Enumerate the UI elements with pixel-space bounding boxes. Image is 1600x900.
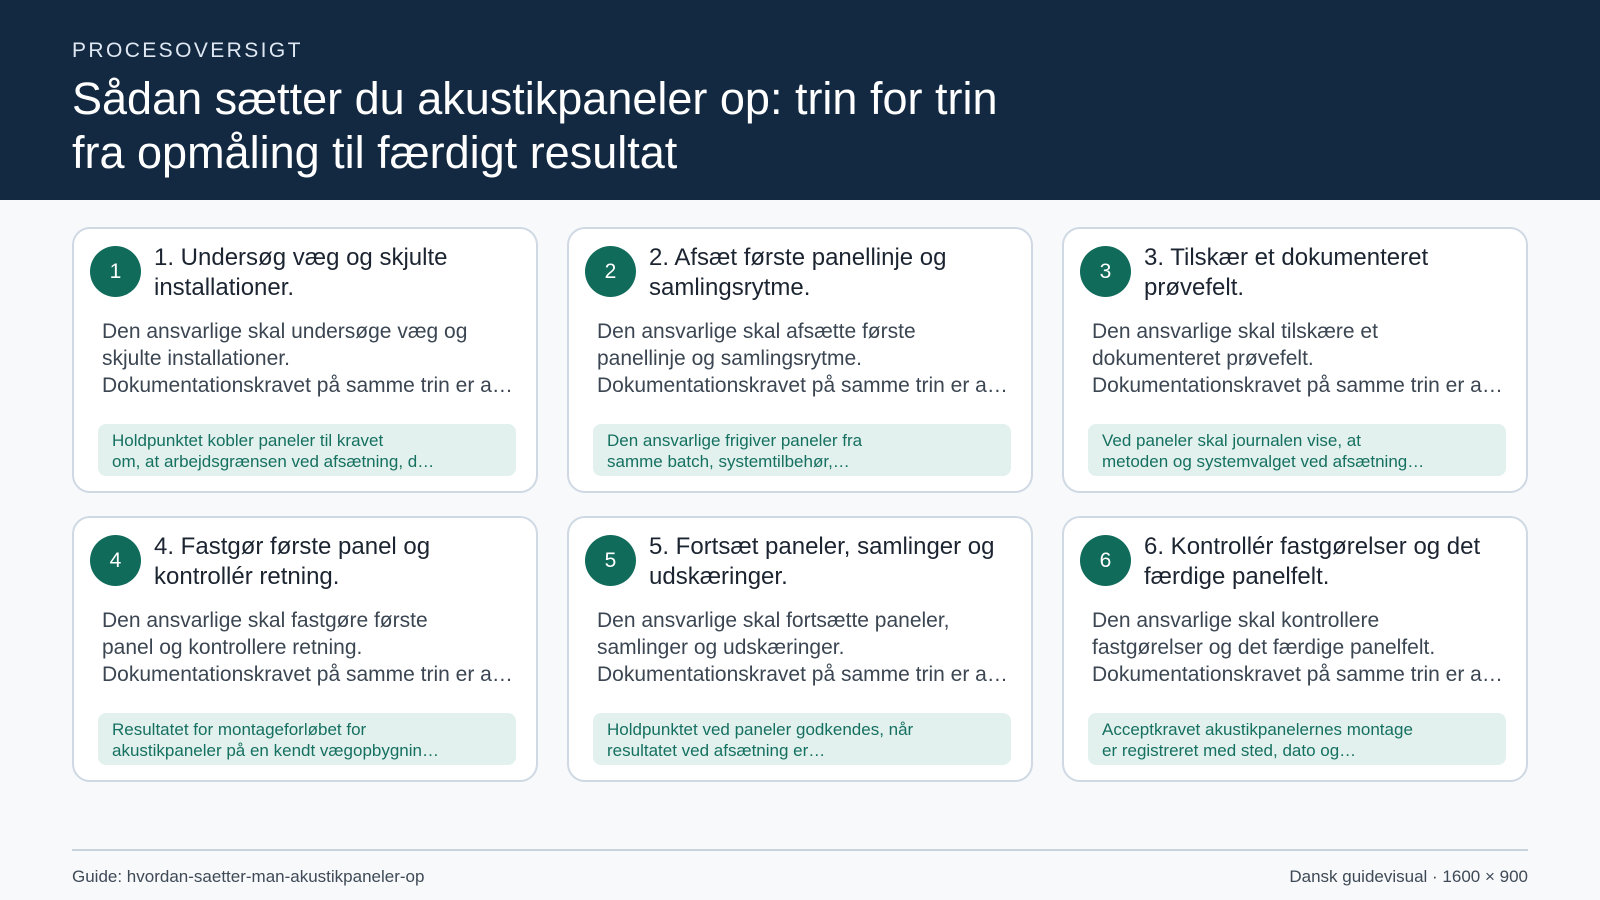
step-number-badge: 3 [1080,246,1131,297]
page-title: Sådan sætter du akustikpaneler op: trin for trin fra opmåling til færdigt resultat [72,73,998,178]
step-description-line: Dokumentationskravet på samme trin er a… [1092,374,1503,397]
step-card-3 [1062,227,1528,493]
step-description-line: skjulte installationer. [102,347,290,370]
step-title: 1. Undersøg væg og skjulte installationer. [154,244,448,301]
step-title: 5. Fortsæt paneler, samlinger og udskæringer. [649,533,995,590]
step-note [98,424,516,476]
step-description [102,318,532,399]
step-description-line: fastgørelser og det færdige panelfelt. [1092,636,1436,659]
header-banner [0,0,1600,200]
step-note-line: metoden og systemvalget ved afsætning… [1102,452,1425,471]
step-card-6 [1062,516,1528,782]
step-card-5 [567,516,1033,782]
step-note-line: akustikpaneler på en kendt vægopbygnin… [112,741,439,760]
step-description-line: Den ansvarlige skal fortsætte paneler, [597,609,950,632]
step-description [597,607,1027,688]
step-note-line: Holdpunktet ved paneler godkendes, når [607,720,914,739]
step-description-line: Den ansvarlige skal afsætte første [597,320,916,343]
step-number-badge: 4 [90,535,141,586]
step-note-line: om, at arbejdsgrænsen ved afsætning, d… [112,452,435,471]
step-description-line: samlinger og udskæringer. [597,636,845,659]
step-description [597,318,1027,399]
step-number-badge: 1 [90,246,141,297]
step-title: 6. Kontrollér fastgørelser og det færdige panelfelt. [1144,533,1481,590]
step-description [1092,607,1522,688]
step-note-line: Holdpunktet kobler paneler til kravet [112,431,384,450]
step-description-line: Den ansvarlige skal undersøge væg og [102,320,468,343]
step-description-line: Den ansvarlige skal kontrollere [1092,609,1380,632]
step-number-badge: 5 [585,535,636,586]
step-note [593,424,1011,476]
step-description-line: Dokumentationskravet på samme trin er a… [597,663,1008,686]
step-description [102,607,532,688]
step-description-line: Den ansvarlige skal fastgøre første [102,609,428,632]
step-note-line: resultatet ved afsætning er… [607,741,826,760]
footer-meta: Dansk guidevisual · 1600 × 900 [1289,867,1528,886]
footer-divider [72,849,1528,851]
step-title: 2. Afsæt første panellinje og samlingsrytme. [649,244,947,301]
step-description-line: Den ansvarlige skal tilskære et [1092,320,1378,343]
step-note-line: samme batch, systemtilbehør,… [607,452,850,471]
step-note [1088,713,1506,765]
step-title: 3. Tilskær et dokumenteret prøvefelt. [1144,244,1429,301]
step-note [98,713,516,765]
step-note [1088,424,1506,476]
step-card-2 [567,227,1033,493]
section-kicker: PROCESOVERSIGT [72,39,303,62]
step-description-line: dokumenteret prøvefelt. [1092,347,1314,370]
step-description-line: Dokumentationskravet på samme trin er a… [102,663,513,686]
footer-guide-slug: Guide: hvordan-saetter-man-akustikpaneler-op [72,867,425,886]
step-card-1 [72,227,538,493]
step-description-line: Dokumentationskravet på samme trin er a… [102,374,513,397]
step-number-badge: 2 [585,246,636,297]
step-note-line: er registreret med sted, dato og… [1102,741,1357,760]
step-note-line: Den ansvarlige frigiver paneler fra [607,431,863,450]
step-description [1092,318,1522,399]
step-note-line: Acceptkravet akustikpanelernes montage [1102,720,1413,739]
step-title: 4. Fastgør første panel og kontrollér retning. [154,533,431,590]
step-card-4 [72,516,538,782]
step-note-line: Ved paneler skal journalen vise, at [1102,431,1361,450]
step-note-line: Resultatet for montageforløbet for [112,720,367,739]
step-description-line: panellinje og samlingsrytme. [597,347,862,370]
step-description-line: Dokumentationskravet på samme trin er a… [597,374,1008,397]
step-description-line: panel og kontrollere retning. [102,636,363,659]
step-note [593,713,1011,765]
step-number-badge: 6 [1080,535,1131,586]
step-grid [72,227,1528,782]
step-description-line: Dokumentationskravet på samme trin er a… [1092,663,1503,686]
